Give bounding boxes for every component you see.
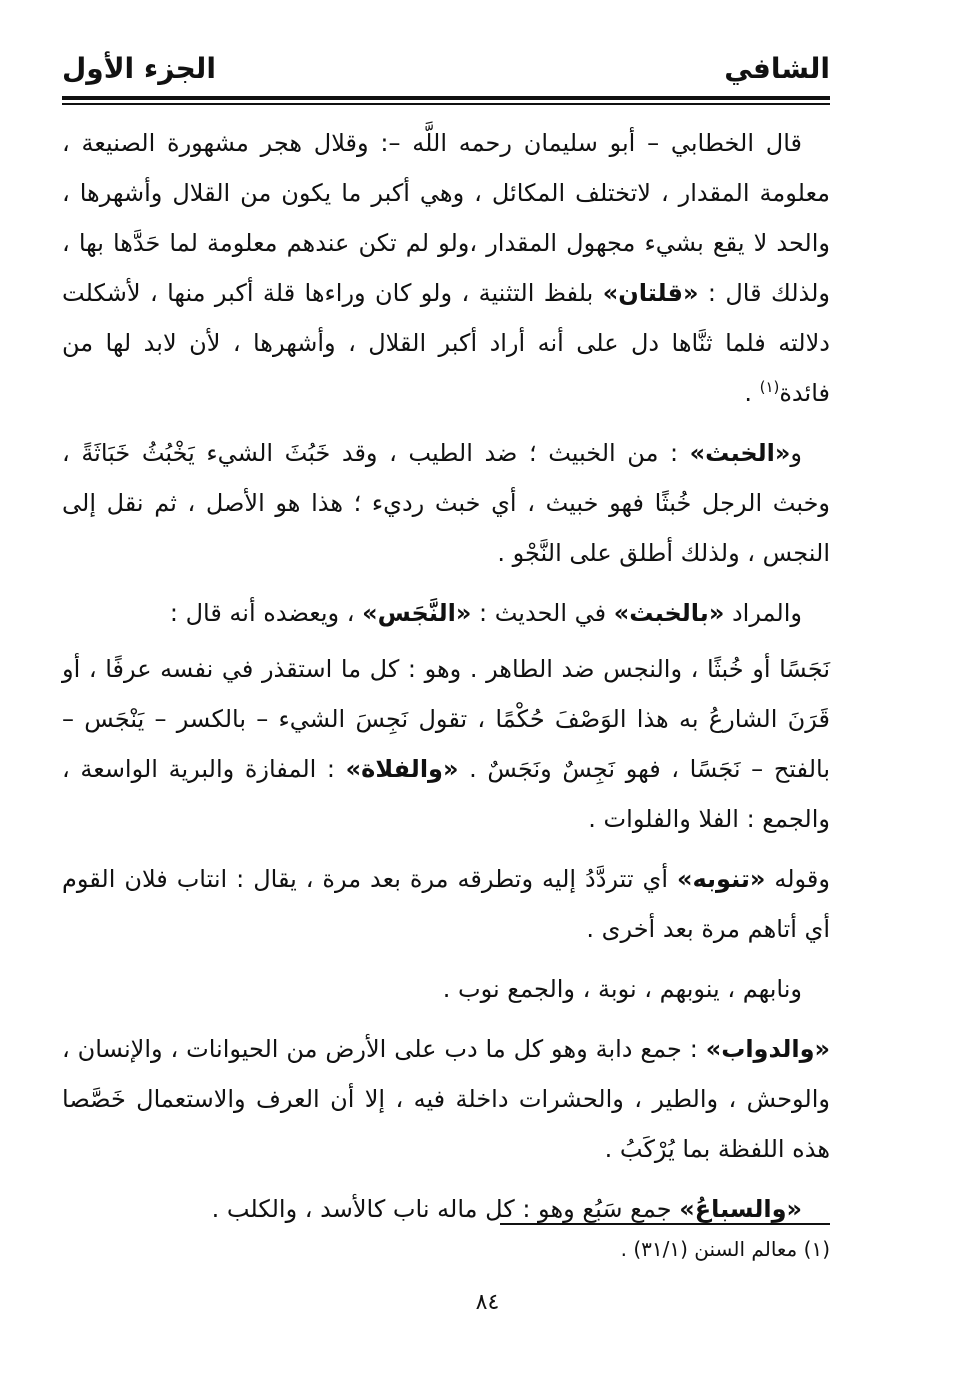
defined-term: «قلتان»: [602, 279, 699, 307]
text-run: في الحديث :: [471, 599, 614, 627]
defined-term: «النَّجَس»: [362, 599, 472, 627]
defined-term: «تنوبه»: [676, 865, 766, 893]
defined-term: «الخبث»: [689, 439, 791, 467]
text-run: : من الخبيث ؛ ضد الطيب ، وقد خَبُثَ الشيء يَخْبُثُ خَبَاثَةً ، وخبث الرجل خُبثًا فهو خبيث ، أي خبث رديء ؛ هذا هو الأصل ، ثم نقل إلى النجس ، ولذلك أطلق على النَّجْو .: [62, 439, 830, 567]
text-run: جمع سَبُع وهو : كل ماله ناب كالأسد ، والكلب .: [211, 1195, 680, 1223]
page-header: [62, 40, 830, 100]
paragraph: [62, 1184, 830, 1234]
paragraph: [62, 854, 830, 954]
header-rule-thick: [62, 96, 830, 100]
text-run: : المفازة والبرية الواسعة ، والجمع : الفلا والفلوات .: [62, 755, 830, 833]
page-number: ٨٤: [475, 1290, 500, 1315]
defined-term: «والفلاة»: [345, 755, 459, 783]
volume-label: الجزء الأول: [62, 52, 216, 85]
paragraph: [62, 428, 830, 578]
text-run: بلفظ التثنية ، ولو كان وراءها قلة أكبر منها ، لأشكلت دلالته فلما ثنَّاها دل على أنه أراد أكبر القلال ، وأشهرها ، لأن لابد لها من فائدة: [62, 279, 830, 407]
text-run: : جمع دابة وهو كل ما دب على الأرض من الحيوانات ، والإنسان ، والوحش ، والطير ، والحشرات داخلة فيه ، إلا أن العرف والاستعمال خَصَّصا هذه اللفظة بما يُرْكَبُ .: [62, 1035, 830, 1163]
paragraph: [62, 118, 830, 418]
body-text: [62, 118, 830, 1244]
text-run: وقوله: [765, 865, 830, 893]
defined-term: «والدواب»: [705, 1035, 830, 1063]
paragraph: [62, 1024, 830, 1174]
paragraph: [62, 588, 830, 638]
header-rule-thin: [62, 103, 830, 105]
defined-term: «والسباعُ»: [679, 1195, 802, 1223]
text-run: أي تتردَّدُ إليه وتطرقه مرة بعد مرة ، يقال : انتاب فلان القوم أي أتاهم مرة بعد أخرى .: [62, 865, 830, 943]
text-run: .: [744, 379, 760, 407]
text-run: ونابهم ، ينوبهم ، نوبة ، والجمع نوب .: [442, 975, 802, 1003]
text-run: ، ويعضده أنه قال :: [169, 599, 363, 627]
defined-term: «بالخبث»: [613, 599, 725, 627]
footnote: (١) معالم السنن (٣١/١) .: [620, 1237, 830, 1261]
text-run: و: [790, 439, 802, 467]
text-run: والمراد: [724, 599, 802, 627]
footnote-ref[interactable]: (١): [759, 378, 780, 396]
text-run: قال الخطابي – أبو سليمان رحمه اللَّه –: وقلال هجر مشهورة الصنيعة ، معلومة المقدار ، لاتختلف المكائل ، وهي أكبر ما يكون من القلال وأشهرها ، والحد لا يقع بشيء مجهول المقدار ،ولو لم تكن عندهم معلومة لما حَدَّها بها ، ولذلك قال :: [62, 129, 831, 307]
text-run: نَجَسًا أو خُبثًا ، والنجس ضد الطاهر . وهو : كل ما استقذر في نفسه عرفًا ، أو قَرَنَ الشارعُ به هذا الوَصْفَ حُكْمًا ، تقول نَجِسَ الشيء – بالكسر – يَنْجَس – بالفتح – نَجَسًا ، فهو نَجِسٌ ونَجَسٌ .: [62, 655, 830, 783]
paragraph: [62, 964, 830, 1014]
book-title: الشافي: [724, 52, 830, 85]
footnote-rule: [500, 1223, 830, 1225]
paragraph: [62, 644, 830, 844]
